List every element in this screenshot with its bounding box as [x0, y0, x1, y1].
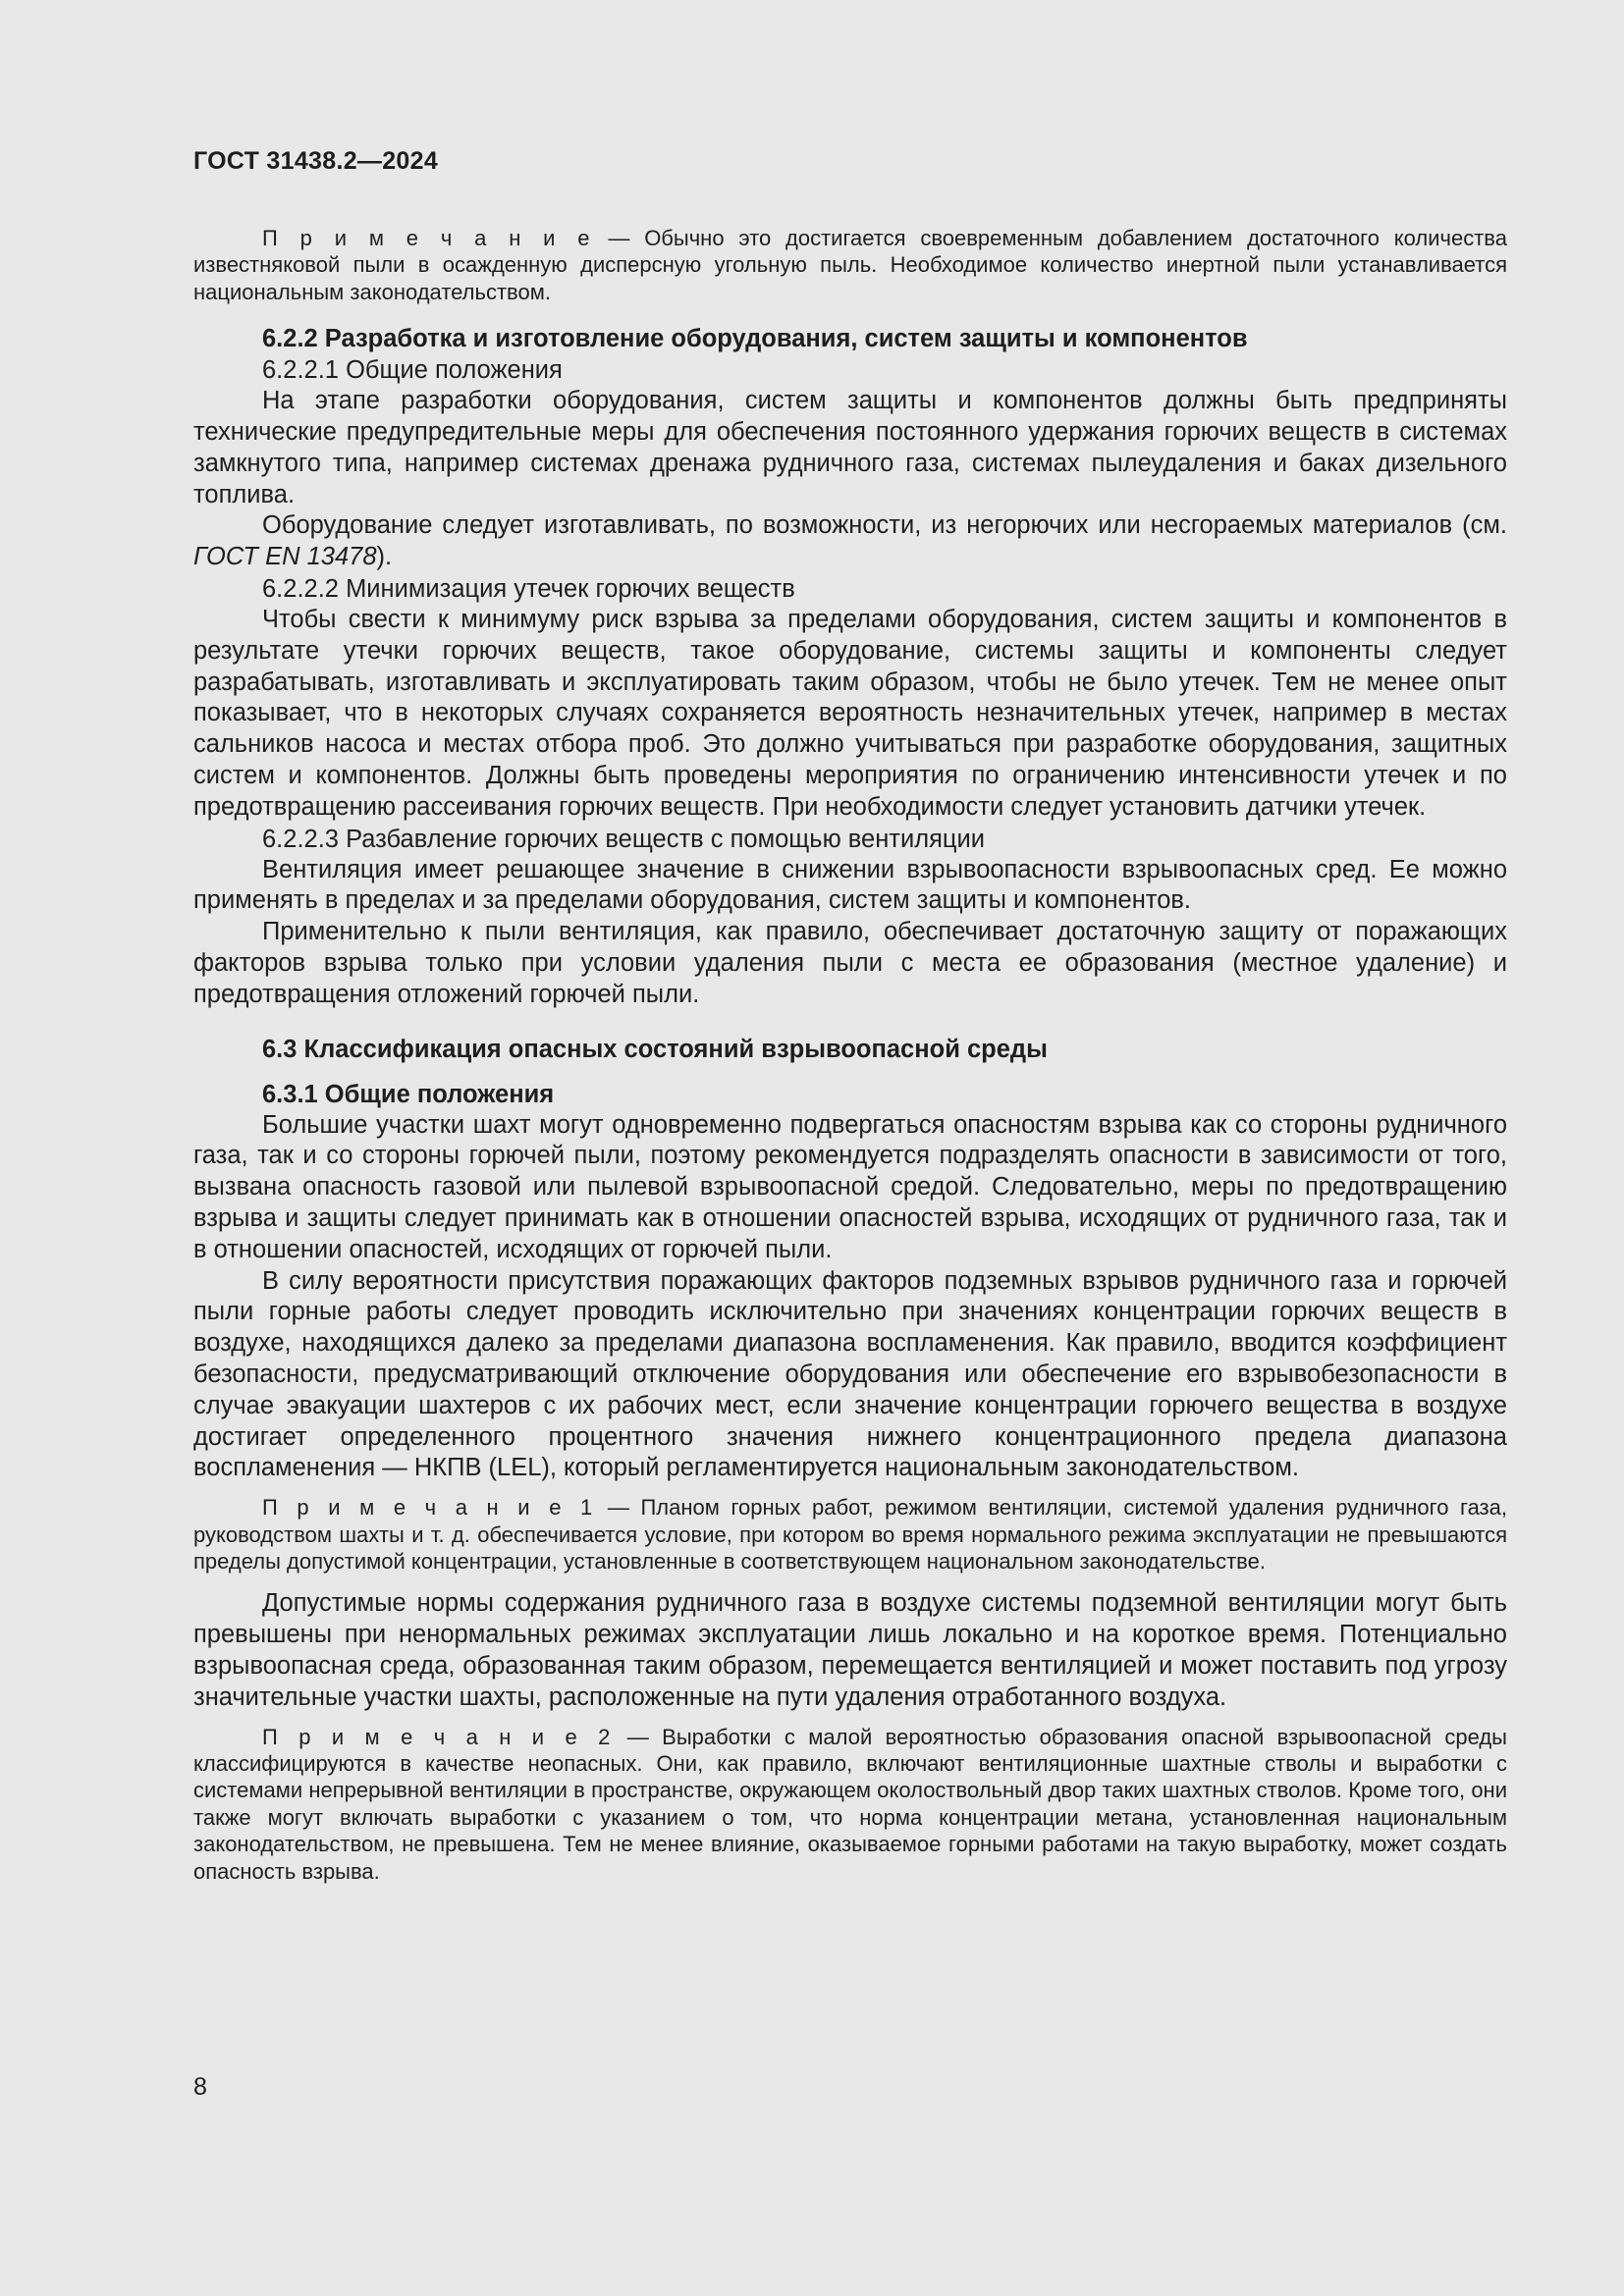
note-text: — Планом горных работ, режимом вентиляции, системой удаления рудничного газа, руководством шахты и т. д. обеспечивается условие, при котором во время нормального режима эксплуатации не превышаются пределы допустимой концентрации, установленные в соответствующем национальном законодательстве.	[193, 1495, 1507, 1574]
paragraph: Допустимые нормы содержания рудничного газа в воздухе системы подземной вентиляции могут быть превышены при ненормальных режимах эксплуатации лишь локально и на короткое время. Потенциально взрывоопасная среда, образованная таким образом, перемещается вентиляцией и может поставить под угрозу значительные участки шахты, расположенные на пути удаления отработанного воздуха.	[193, 1589, 1507, 1711]
paragraph-text: ).	[376, 543, 393, 571]
note-label: П р и м е ч а н и е	[262, 226, 594, 250]
paragraph-text: Оборудование следует изготавливать, по возможности, из негорючих или несгораемых материалов (см.	[262, 511, 1507, 540]
heading-6-2-2-3: 6.2.2.3 Разбавление горючих веществ с помощью вентиляции	[262, 825, 986, 853]
heading-6-2-2: 6.2.2 Разработка и изготовление оборудования, систем защиты и компонентов	[262, 325, 1248, 353]
paragraph: На этапе разработки оборудования, систем защиты и компонентов должны быть предприняты технические предупредительные меры для обеспечения постоянного удержания горючих веществ в системах замкнутого типа, например системах дренажа рудничного газа, системах пылеудаления и баках дизельного топлива.	[193, 387, 1507, 508]
note-1	[193, 1494, 1507, 1575]
page-content	[193, 225, 1507, 1885]
page-number: 8	[193, 2073, 207, 2101]
note-label: П р и м е ч а н и е 2	[262, 1724, 615, 1749]
paragraph: Большие участки шахт могут одновременно подвергаться опасностям взрыва как со стороны рудничного газа, так и со стороны горючей пыли, поэтому рекомендуется подразделять опасности в зависимости от того, вызвана опасность газовой или пылевой взрывоопасной средой. Следовательно, меры по предотвращению взрыва и защиты следует принимать как в отношении опасностей взрыва, исходящих от рудничного газа, так и в отношении опасностей, исходящих от горючей пыли.	[193, 1110, 1507, 1263]
paragraph: Применительно к пыли вентиляция, как правило, обеспечивает достаточную защиту от поражающих факторов взрыва только при условии удаления пыли с места ее образования (местное удаление) и предотвращения отложений горючей пыли.	[193, 918, 1507, 1008]
note-2	[193, 1724, 1507, 1885]
heading-6-2-2-2: 6.2.2.2 Минимизация утечек горючих веществ	[262, 575, 795, 603]
heading-6-2-2-1: 6.2.2.1 Общие положения	[262, 356, 563, 385]
paragraph: Вентиляция имеет решающее значение в снижении взрывоопасности взрывоопасных сред. Ее можно применять в пределах и за пределами оборудования, систем защиты и компонентов.	[193, 855, 1507, 915]
note-text: — Обычно это достигается своевременным добавлением достаточного количества известняковой пыли в осажденную дисперсную угольную пыль. Необходимое количество инертной пыли устанавливается национальным законодательством.	[193, 226, 1507, 304]
document-header: ГОСТ 31438.2—2024	[193, 147, 439, 175]
note-label: П р и м е ч а н и е 1	[262, 1495, 597, 1521]
heading-6-3: 6.3 Классификация опасных состояний взрывоопасной среды	[262, 1035, 1048, 1063]
note-top	[193, 225, 1507, 305]
paragraph: В силу вероятности присутствия поражающих факторов подземных взрывов рудничного газа и горючей пыли горные работы следует проводить исключительно при значениях концентрации горючих веществ в воздухе, находящихся далеко за пределами диапазона воспламенения. Как правило, вводится коэффициент безопасности, предусматривающий отключение оборудования или обеспечение его взрывобезопасности в случае эвакуации шахтеров с их рабочих мест, если значение концентрации горючего вещества в воздухе достигает определенного процентного значения нижнего концентрационного предела диапазона воспламенения — НКПВ (LEL), который регламентируется национальным законодательством.	[193, 1266, 1507, 1482]
heading-6-3-1: 6.3.1 Общие положения	[262, 1080, 555, 1108]
standard-reference: ГОСТ EN 13478	[193, 543, 377, 571]
paragraph	[193, 510, 1507, 573]
paragraph: Чтобы свести к минимуму риск взрыва за пределами оборудования, систем защиты и компонентов в результате утечки горючих веществ, такое оборудование, системы защиты и компоненты следует разрабатывать, изготавливать и эксплуатировать таким образом, чтобы не было утечек. Тем не менее опыт показывает, что в некоторых случаях сохраняется вероятность незначительных утечек, например в местах сальников насоса и местах отбора проб. Это должно учитываться при разработке оборудования, защитных систем и компонентов. Должны быть проведены мероприятия по ограничению интенсивности утечек и по предотвращению рассеивания горючих веществ. При необходимости следует установить датчики утечек.	[193, 606, 1507, 821]
note-text: — Выработки с малой вероятностью образования опасной взрывоопасной среды классифицируются в качестве неопасных. Они, как правило, включают вентиляционные шахтные стволы и выработки с системами непрерывной вентиляции в пространстве, окружающем околоствольный двор таких шахтных стволов. Кроме того, они также могут включать выработки с указанием о том, что норма концентрации метана, установленная национальным законодательством, не превышена. Тем не менее влияние, оказываемое горными работами на такую выработку, может создать опасность взрыва.	[193, 1724, 1507, 1884]
